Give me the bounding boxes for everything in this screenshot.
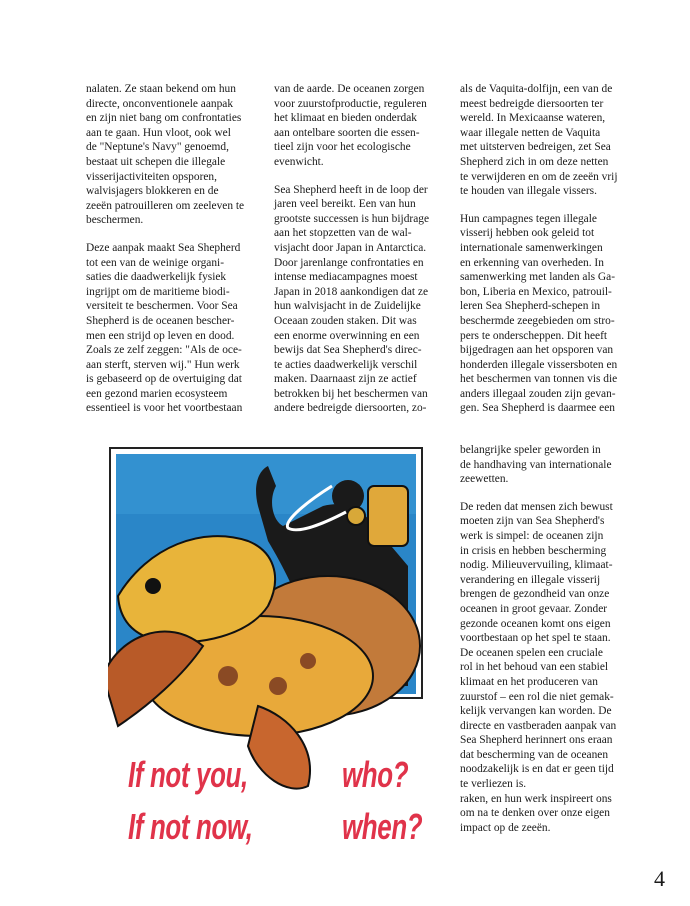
paragraph: Deze aanpak maakt Sea Shepherd tot een van de weinige organi- saties die daadwerkelijk fysiek ingrijpt om de maritieme biodi- versiteit te beschermen. Voor Sea Shepherd is de oceanen bescher- men een strijd op leven en dood. Zoals ze zelf zeggen: "Als de oce- aan sterft, sterven wij." Hun werk is gebaseerd op de overtuiging dat een gezond marien ecosysteem essentieel is voor het voortbestaan [86,241,243,415]
article-column-3-continued [460,443,632,848]
paragraph: nalaten. Ze staan bekend om hun directe, onconventionele aanpak en zijn niet bang om confrontaties aan te gaan. Hun vloot, ook wel de "Neptune's Navy" genoemd, bestaat uit schepen die illegale visserijactiviteiten opsporen, walvisjagers blokkeren en de zeeën patrouilleren om zeeleven te beschermen. [86,83,245,227]
slogan-line-2-left: If not now, [128,806,253,847]
paragraph: Hun campagnes tegen illegale visserij hebben ook geleid tot internationale samenwerkingen en erkenning van overheden. In samenwerking met landen als Ga- bon, Liberia en Mexico, patrouil- leren Sea Shepherd-schepen in beschermde zeegebieden om stro- pers te onderscheppen. Dit heeft bijgedragen aan het opsporen van honderden illegale vissersboten en het beschermen van tonnen vis die anders illegaal zouden zijn gevan- gen. Sea Shepherd is daarmee een [460,212,618,415]
article-column-1 [86,82,258,429]
turtle-diver-illustration [108,446,438,806]
article-column-3 [460,82,632,429]
slogan-line-2-right: when? [342,806,423,847]
paragraph: Sea Shepherd heeft in de loop der jaren veel bereikt. Een van hun grootste successen is hun bijdrage aan het stopzetten van de wal- visjacht door Japan in Antarctica. Door jarenlange confrontaties en intense mediacampagnes moest Japan in 2018 aankondigen dat ze hun walvisjacht in de Zuidelijke Oceaan zouden staken. Dit was een enorme overwinning en een bewijs dat Sea Shepherd's direc- te acties daadwerkelijk verschil maken. Daarnaast zijn ze actief betrokken bij het beschermen van andere bedreigde diersoorten, zo- [274,183,430,415]
paragraph: als de Vaquita-dolfijn, een van de meest bedreigde diersoorten ter wereld. In Mexicaanse wateren, waar illegale netten de Vaquita met uitsterven bedreigen, zet Sea Shepherd zich in om deze netten te verwijderen en om de zeeën vrij te houden van illegale vissers. [460,83,618,198]
paragraph: De reden dat mensen zich bewust moeten zijn van Sea Shepherd's werk is simpel: de oceanen zijn in crisis en hebben bescherming nodig. Milieuvervuiling, klimaat- verandering en illegale visserij brengen de gezondheid van onze oceanen in groot gevaar. Zonder gezonde oceanen komt ons eigen voortbestaan op het spel te staan. De oceanen spelen een cruciale rol in het behoud van een stabiel klimaat en het produceren van zuurstof – een rol die niet gemak- kelijk vervangen kan worden. De directe en vastberaden aanpak van Sea Shepherd herinnert ons eraan dat bescherming van de oceanen noodzakelijk is en dat er geen tijd te verliezen is. raken, en hun werk inspireert ons om na te denken over onze eigen impact op de zeeën. [460,500,617,834]
slogan-line-1-right: who? [342,754,409,795]
slogan-line-1-left: If not you, [128,754,248,795]
paragraph: van de aarde. De oceanen zorgen voor zuurstofproductie, reguleren het klimaat en bieden onderdak aan ontelbare soorten die essen- tieel zijn voor het ecologische evenwicht. [274,83,427,168]
paragraph: belangrijke speler geworden in de handhaving van internationale zeewetten. [460,444,612,486]
article-column-2 [274,82,446,429]
page-number: 4 [654,866,665,891]
